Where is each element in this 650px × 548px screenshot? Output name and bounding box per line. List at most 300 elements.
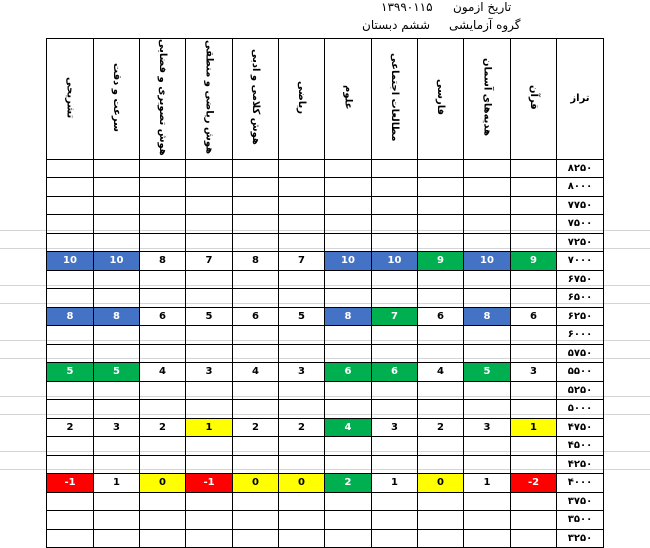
column-header [325, 39, 372, 160]
column-header [233, 39, 279, 160]
score-cell [47, 215, 94, 234]
column-header [186, 39, 233, 160]
table-row [47, 474, 604, 493]
score-cell [372, 529, 418, 548]
score-cell [279, 289, 325, 308]
score-cell [418, 270, 464, 289]
score-cell [418, 381, 464, 400]
score-cell [233, 159, 279, 178]
table-row [47, 437, 604, 456]
column-header [140, 39, 186, 160]
score-cell [325, 270, 372, 289]
score-cell [511, 270, 557, 289]
score-cell: 2 [233, 418, 279, 437]
score-cell [464, 196, 511, 215]
column-header-label: هوش ریاضی و منطقی [203, 40, 215, 155]
score-cell [511, 159, 557, 178]
score-cell [372, 511, 418, 530]
score-cell [186, 289, 233, 308]
score-cell [372, 159, 418, 178]
score-cell [325, 437, 372, 456]
score-cell: 4 [233, 363, 279, 382]
score-cell [464, 344, 511, 363]
score-cell [186, 455, 233, 474]
score-cell [511, 455, 557, 474]
score-cell [464, 215, 511, 234]
table-row [47, 196, 604, 215]
score-cell [372, 400, 418, 419]
score-cell [279, 529, 325, 548]
score-cell [47, 529, 94, 548]
score-cell [511, 326, 557, 345]
exam-group-value: ششم دبستان [362, 18, 431, 32]
taraz-cell: ۶۲۵۰ [557, 307, 604, 326]
score-cell: 3 [186, 363, 233, 382]
score-cell [94, 215, 140, 234]
table-row [47, 455, 604, 474]
score-cell [233, 270, 279, 289]
score-cell [140, 289, 186, 308]
score-cell: 8 [140, 252, 186, 271]
score-cell [418, 178, 464, 197]
table-row [47, 289, 604, 308]
score-cell: 6 [325, 363, 372, 382]
score-cell [464, 326, 511, 345]
column-header [557, 39, 604, 160]
score-cell [511, 289, 557, 308]
column-header [372, 39, 418, 160]
score-cell [186, 270, 233, 289]
score-cell [511, 215, 557, 234]
score-cell [94, 196, 140, 215]
score-cell [418, 437, 464, 456]
score-cell [140, 455, 186, 474]
score-cell [94, 492, 140, 511]
score-cell [233, 178, 279, 197]
score-cell [186, 400, 233, 419]
score-cell [186, 492, 233, 511]
score-cell [140, 215, 186, 234]
score-cell [279, 178, 325, 197]
column-header [94, 39, 140, 160]
score-cell: 10 [325, 252, 372, 271]
score-cell [372, 455, 418, 474]
score-cell [464, 400, 511, 419]
score-cell [279, 492, 325, 511]
score-cell [233, 326, 279, 345]
header-row [47, 39, 604, 160]
score-cell [464, 455, 511, 474]
score-cell [47, 289, 94, 308]
score-cell [464, 381, 511, 400]
score-cell [233, 381, 279, 400]
score-cell [94, 400, 140, 419]
taraz-cell: ۶۷۵۰ [557, 270, 604, 289]
column-header-label: مطالعات اجتماعی [389, 53, 400, 142]
score-table [46, 38, 604, 548]
score-cell [464, 529, 511, 548]
score-cell: 10 [47, 252, 94, 271]
score-cell [279, 344, 325, 363]
score-cell [94, 270, 140, 289]
score-cell [140, 196, 186, 215]
taraz-cell: ۴۵۰۰ [557, 437, 604, 456]
score-cell: -2 [511, 474, 557, 493]
score-cell [47, 492, 94, 511]
score-cell [279, 159, 325, 178]
score-cell [372, 381, 418, 400]
score-cell [511, 529, 557, 548]
score-cell [325, 400, 372, 419]
score-cell [511, 178, 557, 197]
score-cell [511, 233, 557, 252]
table-row [47, 381, 604, 400]
score-cell [418, 400, 464, 419]
score-cell: 10 [464, 252, 511, 271]
score-cell [140, 529, 186, 548]
score-cell [418, 289, 464, 308]
column-header-label: فارسی [435, 79, 446, 116]
column-header-label: سرعت و دقت [111, 62, 122, 132]
score-cell [186, 215, 233, 234]
taraz-cell: ۳۲۵۰ [557, 529, 604, 548]
score-cell [47, 196, 94, 215]
score-cell [325, 455, 372, 474]
taraz-cell: ۳۵۰۰ [557, 511, 604, 530]
score-cell [47, 233, 94, 252]
score-cell [418, 159, 464, 178]
score-cell: 2 [140, 418, 186, 437]
exam-group-label: گروه آزمایشی [449, 18, 521, 32]
table-row [47, 270, 604, 289]
score-cell [233, 529, 279, 548]
table-row [47, 400, 604, 419]
score-cell: 10 [372, 252, 418, 271]
score-cell [464, 289, 511, 308]
score-cell: 6 [511, 307, 557, 326]
score-cell: 7 [279, 252, 325, 271]
score-cell: 1 [94, 474, 140, 493]
score-cell: 2 [279, 418, 325, 437]
score-cell [418, 215, 464, 234]
score-cell [279, 270, 325, 289]
score-cell [325, 492, 372, 511]
score-cell [94, 233, 140, 252]
score-cell [325, 529, 372, 548]
score-cell [464, 233, 511, 252]
table-row [47, 492, 604, 511]
score-cell [233, 233, 279, 252]
score-cell [94, 289, 140, 308]
score-cell [94, 437, 140, 456]
score-cell [233, 400, 279, 419]
score-cell [233, 511, 279, 530]
score-cell [372, 215, 418, 234]
score-cell [325, 233, 372, 252]
score-cell [47, 437, 94, 456]
score-cell [94, 381, 140, 400]
table-row [47, 529, 604, 548]
score-cell [418, 233, 464, 252]
score-cell: 0 [233, 474, 279, 493]
exam-date-value: ۱۳۹۹۰۱۱۵ [381, 0, 433, 14]
taraz-cell: ۷۲۵۰ [557, 233, 604, 252]
score-cell [233, 289, 279, 308]
score-cell: 4 [140, 363, 186, 382]
table-row [47, 326, 604, 345]
score-cell: 0 [140, 474, 186, 493]
score-cell [186, 344, 233, 363]
score-cell [464, 437, 511, 456]
column-header-label: علوم [342, 85, 354, 110]
score-cell [511, 511, 557, 530]
score-cell [47, 159, 94, 178]
score-cell [186, 511, 233, 530]
score-cell [47, 455, 94, 474]
score-cell: 7 [372, 307, 418, 326]
score-cell [233, 215, 279, 234]
score-cell: 5 [279, 307, 325, 326]
column-header-label: هدیه‌های آسمان [481, 58, 493, 137]
score-cell [140, 437, 186, 456]
score-cell: 8 [464, 307, 511, 326]
score-cell [140, 233, 186, 252]
taraz-cell: ۵۲۵۰ [557, 381, 604, 400]
score-cell: 8 [47, 307, 94, 326]
score-cell [279, 437, 325, 456]
score-cell [511, 437, 557, 456]
score-cell [418, 344, 464, 363]
taraz-cell: ۷۷۵۰ [557, 196, 604, 215]
score-cell [186, 529, 233, 548]
score-cell [94, 344, 140, 363]
table-row [47, 215, 604, 234]
score-cell [372, 326, 418, 345]
score-cell: 2 [418, 418, 464, 437]
score-cell [233, 492, 279, 511]
score-cell [418, 511, 464, 530]
column-header-label: تراز [570, 93, 590, 105]
score-cell [140, 381, 186, 400]
score-cell [325, 289, 372, 308]
score-cell [140, 159, 186, 178]
column-header [511, 39, 557, 160]
score-cell [325, 159, 372, 178]
score-cell [464, 511, 511, 530]
score-cell [94, 159, 140, 178]
score-cell [372, 437, 418, 456]
score-cell [418, 529, 464, 548]
taraz-cell: ۵۵۰۰ [557, 363, 604, 382]
score-cell [372, 344, 418, 363]
score-cell: 4 [325, 418, 372, 437]
score-cell: 1 [372, 474, 418, 493]
score-cell [47, 178, 94, 197]
table-row [47, 363, 604, 382]
score-cell [418, 492, 464, 511]
score-cell [325, 511, 372, 530]
score-cell: 4 [418, 363, 464, 382]
table-row [47, 178, 604, 197]
column-header [47, 39, 94, 160]
score-cell: 10 [94, 252, 140, 271]
score-cell [140, 326, 186, 345]
taraz-cell: ۴۲۵۰ [557, 455, 604, 474]
score-cell: 8 [325, 307, 372, 326]
score-cell [511, 196, 557, 215]
score-cell [464, 492, 511, 511]
score-cell: 0 [279, 474, 325, 493]
score-cell: 6 [418, 307, 464, 326]
score-cell [372, 178, 418, 197]
table-row [47, 159, 604, 178]
score-cell [511, 400, 557, 419]
score-cell [325, 344, 372, 363]
score-cell [325, 215, 372, 234]
score-cell [464, 159, 511, 178]
column-header-label: هوش تصویری و فضایی [157, 39, 168, 156]
score-cell [47, 270, 94, 289]
score-cell [140, 511, 186, 530]
table-row [47, 344, 604, 363]
score-cell: 5 [186, 307, 233, 326]
score-cell [418, 326, 464, 345]
score-cell: 8 [233, 252, 279, 271]
score-cell: 6 [233, 307, 279, 326]
taraz-cell: ۳۷۵۰ [557, 492, 604, 511]
score-cell: 1 [464, 474, 511, 493]
score-cell: 2 [325, 474, 372, 493]
column-header-label: هوش کلامی و ادبی [250, 49, 261, 146]
taraz-cell: ۴۷۵۰ [557, 418, 604, 437]
score-cell [94, 529, 140, 548]
score-cell [372, 492, 418, 511]
score-cell [186, 437, 233, 456]
score-cell [47, 381, 94, 400]
score-cell [140, 344, 186, 363]
column-header-label: ریاضی [296, 80, 307, 114]
score-cell [140, 270, 186, 289]
score-cell: 9 [418, 252, 464, 271]
taraz-cell: ۷۰۰۰ [557, 252, 604, 271]
score-cell [140, 492, 186, 511]
score-cell: 5 [94, 363, 140, 382]
score-cell: 6 [372, 363, 418, 382]
taraz-cell: ۵۰۰۰ [557, 400, 604, 419]
score-cell: -1 [186, 474, 233, 493]
column-header [464, 39, 511, 160]
score-cell [140, 400, 186, 419]
score-cell: 1 [186, 418, 233, 437]
score-cell [94, 178, 140, 197]
taraz-cell: ۴۰۰۰ [557, 474, 604, 493]
taraz-cell: ۶۵۰۰ [557, 289, 604, 308]
score-cell [511, 381, 557, 400]
exam-date-label: تاریخ ازمون [453, 0, 512, 14]
score-cell: 3 [279, 363, 325, 382]
score-cell [372, 270, 418, 289]
table-row [47, 418, 604, 437]
score-cell [140, 178, 186, 197]
score-cell: 0 [418, 474, 464, 493]
score-cell [186, 326, 233, 345]
taraz-cell: ۶۰۰۰ [557, 326, 604, 345]
score-cell: 8 [94, 307, 140, 326]
score-cell: 2 [47, 418, 94, 437]
score-cell [279, 196, 325, 215]
score-cell [279, 511, 325, 530]
score-cell [47, 511, 94, 530]
score-cell [464, 270, 511, 289]
score-cell: 7 [186, 252, 233, 271]
score-cell [372, 233, 418, 252]
column-header [418, 39, 464, 160]
taraz-cell: ۵۷۵۰ [557, 344, 604, 363]
score-cell: 5 [47, 363, 94, 382]
score-cell [372, 196, 418, 215]
score-cell: 9 [511, 252, 557, 271]
score-cell [511, 344, 557, 363]
column-header-label: تشریحی [64, 76, 76, 118]
score-cell [418, 196, 464, 215]
table-row [47, 511, 604, 530]
score-cell [279, 233, 325, 252]
score-cell [325, 178, 372, 197]
score-cell [279, 400, 325, 419]
score-cell [47, 326, 94, 345]
score-cell [233, 455, 279, 474]
score-cell [279, 215, 325, 234]
score-cell [47, 400, 94, 419]
score-cell [464, 178, 511, 197]
score-cell [186, 381, 233, 400]
score-cell [94, 455, 140, 474]
score-cell: 6 [140, 307, 186, 326]
score-cell [325, 326, 372, 345]
table-row [47, 252, 604, 271]
score-cell: 3 [372, 418, 418, 437]
score-cell [47, 344, 94, 363]
score-cell [233, 196, 279, 215]
score-cell [511, 492, 557, 511]
column-header-label: قرآن [528, 84, 539, 110]
score-cell [233, 344, 279, 363]
score-cell: 1 [511, 418, 557, 437]
score-cell [279, 381, 325, 400]
table-row [47, 307, 604, 326]
score-cell [279, 455, 325, 474]
score-cell [279, 326, 325, 345]
taraz-cell: ۸۰۰۰ [557, 178, 604, 197]
score-cell [186, 233, 233, 252]
score-cell [233, 437, 279, 456]
score-cell: 3 [94, 418, 140, 437]
table-row [47, 233, 604, 252]
score-cell: 3 [511, 363, 557, 382]
score-cell: 5 [464, 363, 511, 382]
score-cell [325, 381, 372, 400]
score-cell: -1 [47, 474, 94, 493]
score-cell [94, 511, 140, 530]
score-cell [94, 326, 140, 345]
score-cell [372, 289, 418, 308]
score-cell [186, 196, 233, 215]
score-cell: 3 [464, 418, 511, 437]
score-cell [186, 178, 233, 197]
score-cell [186, 159, 233, 178]
taraz-cell: ۷۵۰۰ [557, 215, 604, 234]
score-cell [418, 455, 464, 474]
